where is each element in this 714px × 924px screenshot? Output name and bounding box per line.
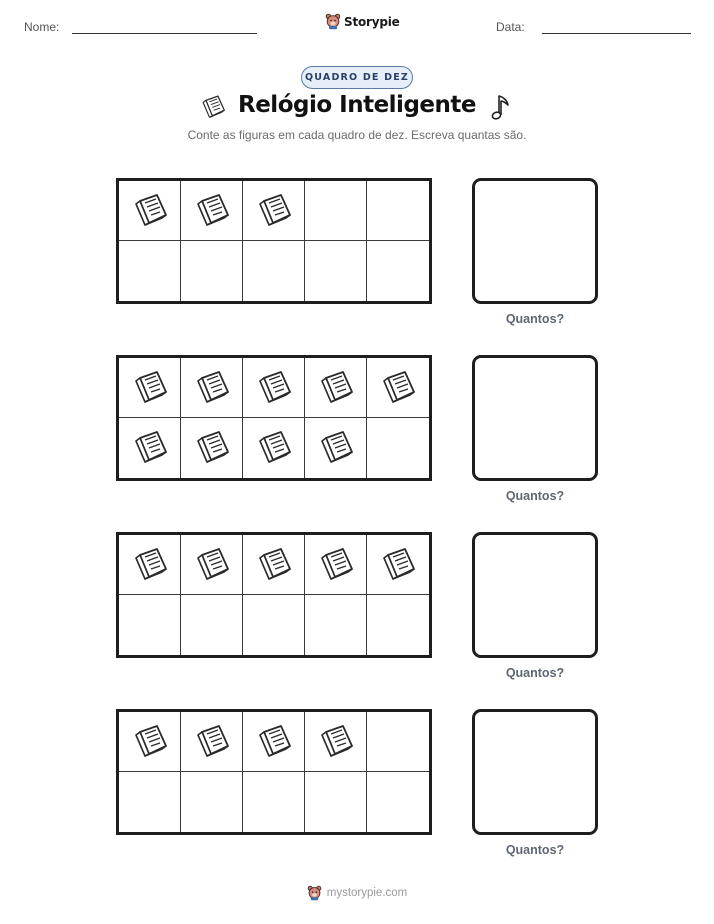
problem-row bbox=[0, 355, 714, 515]
ten-frame-cell bbox=[305, 535, 367, 595]
ten-frame-cell bbox=[243, 712, 305, 772]
problem-row bbox=[0, 709, 714, 869]
book-icon bbox=[194, 429, 230, 467]
book-icon bbox=[256, 192, 292, 230]
date-label: Data: bbox=[496, 20, 525, 34]
book-icon bbox=[256, 369, 292, 407]
ten-frame-cell bbox=[181, 418, 243, 478]
ten-frame-cell bbox=[119, 712, 181, 772]
ten-frame-cell bbox=[367, 181, 429, 241]
ten-frame-cell bbox=[243, 241, 305, 301]
ten-frame-cell bbox=[305, 712, 367, 772]
instructions: Conte as figuras em cada quadro de dez. Escreva quantas são. bbox=[187, 128, 527, 142]
book-icon bbox=[256, 723, 292, 761]
worksheet-title: Relógio Inteligente bbox=[238, 92, 476, 118]
answer-box[interactable] bbox=[472, 532, 598, 658]
ten-frame-cell bbox=[367, 772, 429, 832]
problem-row bbox=[0, 532, 714, 692]
ten-frame-cell bbox=[243, 772, 305, 832]
ten-frame-cell bbox=[305, 358, 367, 418]
date-line[interactable] bbox=[542, 33, 691, 34]
ten-frame-cell bbox=[305, 772, 367, 832]
ten-frame-cell bbox=[119, 181, 181, 241]
book-icon bbox=[380, 369, 416, 407]
ten-frame-cell bbox=[367, 595, 429, 655]
ten-frame-cell bbox=[119, 418, 181, 478]
answer-box[interactable] bbox=[472, 709, 598, 835]
ten-frame-cell bbox=[243, 358, 305, 418]
book-icon bbox=[256, 546, 292, 584]
ten-frame bbox=[116, 178, 432, 304]
ten-frame-cell bbox=[181, 595, 243, 655]
ten-frame bbox=[116, 532, 432, 658]
answer-box[interactable] bbox=[472, 355, 598, 481]
book-icon bbox=[194, 546, 230, 584]
bear-mascot-icon bbox=[307, 885, 322, 901]
book-icon bbox=[132, 192, 168, 230]
ten-frame bbox=[116, 355, 432, 481]
book-icon bbox=[318, 723, 354, 761]
answer-label: Quantos? bbox=[505, 489, 565, 503]
book-icon bbox=[318, 429, 354, 467]
ten-frame-cell bbox=[243, 595, 305, 655]
worksheet-type-badge: QUADRO DE DEZ bbox=[301, 66, 413, 89]
book-icon bbox=[194, 723, 230, 761]
book-icon bbox=[380, 546, 416, 584]
ten-frame-cell bbox=[367, 358, 429, 418]
book-icon bbox=[132, 546, 168, 584]
book-icon bbox=[194, 192, 230, 230]
name-label: Nome: bbox=[24, 20, 60, 34]
ten-frame-cell bbox=[305, 181, 367, 241]
book-icon bbox=[318, 546, 354, 584]
ten-frame-cell bbox=[119, 535, 181, 595]
bear-mascot-icon bbox=[325, 13, 341, 30]
music-note-icon bbox=[490, 93, 512, 125]
ten-frame-cell bbox=[181, 181, 243, 241]
brand-logo bbox=[325, 13, 400, 30]
ten-frame-cell bbox=[181, 712, 243, 772]
book-icon bbox=[318, 369, 354, 407]
ten-frame-cell bbox=[367, 712, 429, 772]
answer-box[interactable] bbox=[472, 178, 598, 304]
ten-frame-cell bbox=[181, 358, 243, 418]
answer-label: Quantos? bbox=[505, 666, 565, 680]
problem-row bbox=[0, 178, 714, 338]
ten-frame-cell bbox=[305, 595, 367, 655]
ten-frame-cell bbox=[181, 241, 243, 301]
ten-frame bbox=[116, 709, 432, 835]
book-icon bbox=[132, 429, 168, 467]
ten-frame-cell bbox=[119, 241, 181, 301]
ten-frame-cell bbox=[243, 418, 305, 478]
footer bbox=[0, 885, 714, 901]
book-icon bbox=[132, 369, 168, 407]
answer-label: Quantos? bbox=[505, 312, 565, 326]
ten-frame-cell bbox=[181, 535, 243, 595]
ten-frame-cell bbox=[181, 772, 243, 832]
ten-frame-cell bbox=[367, 418, 429, 478]
book-icon bbox=[256, 429, 292, 467]
ten-frame-cell bbox=[305, 418, 367, 478]
ten-frame-cell bbox=[119, 358, 181, 418]
brand-name: Storypie bbox=[344, 14, 400, 29]
ten-frame-cell bbox=[367, 535, 429, 595]
ten-frame-cell bbox=[305, 241, 367, 301]
book-icon bbox=[194, 369, 230, 407]
answer-label: Quantos? bbox=[505, 843, 565, 857]
footer-url: mystorypie.com bbox=[326, 887, 408, 899]
ten-frame-cell bbox=[243, 181, 305, 241]
ten-frame-cell bbox=[119, 772, 181, 832]
name-line[interactable] bbox=[72, 33, 257, 34]
ten-frame-cell bbox=[243, 535, 305, 595]
book-icon bbox=[132, 723, 168, 761]
ten-frame-cell bbox=[119, 595, 181, 655]
ten-frame-cell bbox=[367, 241, 429, 301]
